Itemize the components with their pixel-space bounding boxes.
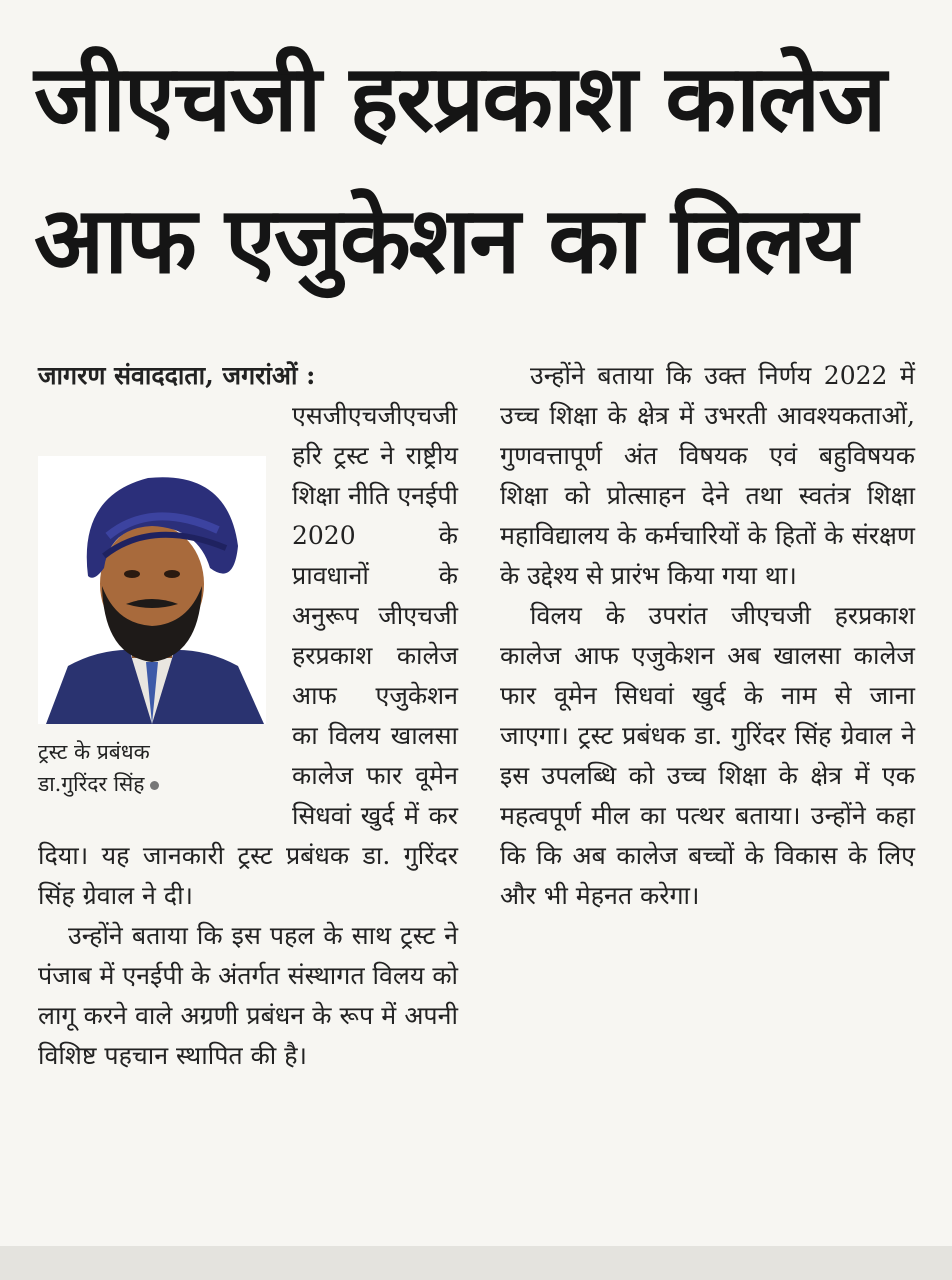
caption-line-2: [38, 768, 270, 800]
article-paragraph-4: विलय के उपरांत जीएचजी हरप्रकाश कालेज आफ एजुकेशन अब खालसा कालेज फार वूमेन सिधवां खुर्द के नाम से जाना जाएगा। ट्रस्ट प्रबंधक डा. गुरिंदर सिंह ग्रेवाल ने इस उपलब्धि को उच्च शिक्षा के क्षेत्र में एक महत्वपूर्ण मील का पत्थर बताया। उन्होंने कहा कि कि अब कालेज बच्चों के विकास के लिए और भी मेहनत करेगा।: [500, 601, 915, 910]
article-intro: एसजीएचजीएचजी हरि ट्रस्ट ने राष्ट्रीय शिक्षा नीति एनईपी 2020 के प्रावधानों के अनुरूप जीएचजी हरप्रकाश कालेज आफ एजुकेशन का विलय खालसा कालेज फार वूमेन सिधवां खुर्द में कर दिया। यह जानकारी ट्रस्ट प्रबंधक डा. गुरिंदर सिंह ग्रेवाल ने दी।: [38, 401, 458, 910]
portrait-photo: [38, 456, 266, 724]
photo-block: [38, 456, 270, 800]
article-column-left: [38, 356, 458, 1076]
article-paragraph-2: उन्होंने बताया कि इस पहल के साथ ट्रस्ट ने पंजाब में एनईपी के अंतर्गत संस्थागत विलय को लागू करने वाले अग्रणी प्रबंधन के रूप में अपनी विशिष्ट पहचान स्थापित की है।: [38, 921, 459, 1070]
article-paragraph-3: उन्होंने बताया कि उक्त निर्णय 2022 में उच्च शिक्षा के क्षेत्र में उभरती आवश्यकताओं, गुणवत्तापूर्ण अंत विषयक एवं बहुविषयक शिक्षा को प्रोत्साहन देने तथा स्वतंत्र शिक्षा महाविद्यालय के कर्मचारियों के हितों के संरक्षण के उद्देश्य से प्रारंभ किया गया था।: [500, 361, 915, 590]
headline: जीएचजी हरप्रकाश कालेज आफ एजुकेशन का विलय: [34, 45, 885, 294]
article-column-right: [500, 356, 915, 916]
dateline: जागरण संवाददाता, जगरांओं :: [38, 361, 316, 390]
bullet-dot-icon: [150, 781, 159, 790]
bottom-edge: [0, 1246, 952, 1280]
caption-line-1: ट्रस्ट के प्रबंधक: [38, 740, 150, 764]
caption-name: डा.गुरिंदर सिंह: [38, 772, 145, 796]
photo-caption: [38, 736, 270, 800]
